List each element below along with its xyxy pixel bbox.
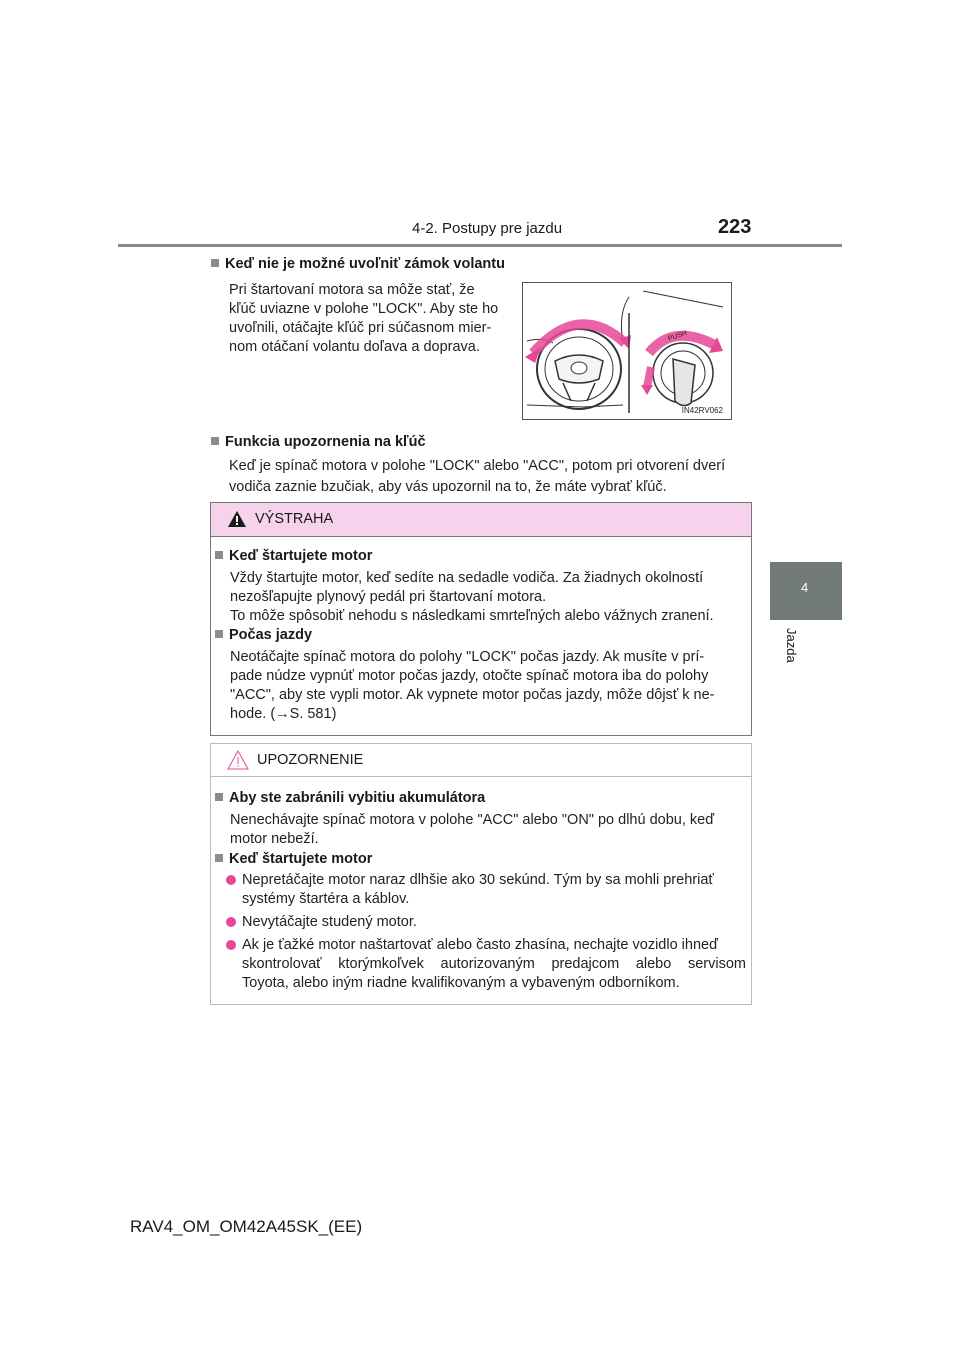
text-line: hode. (→S. 581) [230,706,337,722]
caution-box [210,743,752,1005]
text-line: pade núdze vypnúť motor počas jazdy, otočte spínač motora iba do polohy [230,668,709,684]
text-line: Ak je ťažké motor naštartovať alebo často zhasína, nechajte vozidlo ihneď [242,937,719,953]
text-line: systémy štartéra a káblov. [242,891,410,907]
steering-key-illustration [522,282,732,420]
text-line: nezošľapujte plynový pedál pri štartovaní motora. [230,589,547,605]
caution-heading-start [215,851,372,867]
warning-header [211,503,751,537]
warning-box [210,502,752,736]
pink-dot-icon [226,917,236,927]
text-line: Keď je spínač motora v polohe "LOCK" alebo "ACC", potom pri otvorení dverí [229,458,726,474]
rotation-arrow-icon [533,324,625,353]
section-title: 4-2. Postupy pre jazdu [412,220,563,237]
section-text-key-reminder [229,456,745,498]
section-heading-steering-lock [211,256,505,272]
header-rule [118,244,842,247]
pink-dot-icon [226,875,236,885]
text-line: uvoľnili, otáčajte kľúč pri súčasnom mier- [229,320,492,336]
caution-title: UPOZORNENIE [257,752,364,768]
steering-key-drawing [523,283,731,419]
text-line: motor nebeží. [230,831,319,847]
text-line: To môže spôsobiť nehodu s následkami smrteľných alebo vážnych zranení. [230,608,714,624]
heading-text: Funkcia upozornenia na kľúč [225,434,426,450]
text-line: Nepretáčajte motor naraz dlhšie ako 30 sekúnd. Tým by sa mohli prehriať [242,872,714,888]
heading-text: Keď štartujete motor [229,548,373,564]
caution-header [211,744,751,777]
text-line: "ACC", aby ste vypli motor. Ak vypnete motor počas jazdy, môže dôjsť k ne- [230,687,715,703]
heading-text: Keď nie je možné uvoľniť zámok volantu [225,256,505,272]
caution-list-item [226,936,746,993]
text-line: Nenechávajte spínač motora v polohe "ACC" alebo "ON" po dlhú dobu, keď [230,812,715,828]
document-code: RAV4_OM_OM42A45SK_(EE) [130,1217,363,1236]
text-line: vodiča zaznie bzučiak, aby vás upozornil na to, že máte vybrať kľúč. [229,479,667,495]
pink-dot-icon [226,940,236,950]
heading-text: Počas jazdy [229,627,313,643]
square-bullet-icon [215,551,223,559]
warning-title: VÝSTRAHA [255,511,334,527]
text-line: Neotáčajte spínač motora do polohy "LOCK" počas jazdy. Ak musíte v prí- [230,649,705,665]
text-line: Vždy štartujte motor, keď sedíte na sedadle vodiča. Za žiadnych okolností [230,570,704,586]
caution-triangle-icon [227,750,249,770]
push-label: PUSH [667,329,688,343]
key-icon [673,359,695,406]
square-bullet-icon [215,854,223,862]
square-bullet-icon [215,793,223,801]
heading-text: Keď štartujete motor [229,851,373,867]
text-line: Nevytáčajte studený motor. [242,914,417,930]
text-line: Pri štartovaní motora sa môže stať, že [229,282,475,298]
caution-list-item [226,913,746,932]
text-line: skontrolovať ktorýmkoľvek autorizovaným predajcom alebo servisom [242,956,746,972]
warning-text-driving [230,648,741,724]
page-number: 223 [718,216,752,238]
caution-text-battery [230,811,741,849]
chapter-title: Jazda [784,628,799,663]
caution-heading-battery [215,790,485,806]
text-line: Toyota, alebo iným riadne kvalifikovaným a vybaveným odborníkom. [242,975,680,991]
warning-triangle-icon [227,510,247,528]
heading-text: Aby ste zabránili vybitiu akumulátora [229,790,486,806]
caution-list-item [226,871,746,909]
warning-heading-start [215,548,372,564]
figure-code: IN42RV062 [681,406,723,415]
chapter-number: 4 [801,580,809,595]
square-bullet-icon [211,437,219,445]
warning-text-start [230,569,741,626]
text-line: nom otáčaní volantu doľava a doprava. [229,339,480,355]
text-line: kľúč uviazne v polohe "LOCK". Aby ste ho [229,301,499,317]
square-bullet-icon [211,259,219,267]
section-text-steering-lock [229,281,505,357]
square-bullet-icon [215,630,223,638]
warning-heading-driving [215,627,312,643]
section-heading-key-reminder [211,434,426,450]
